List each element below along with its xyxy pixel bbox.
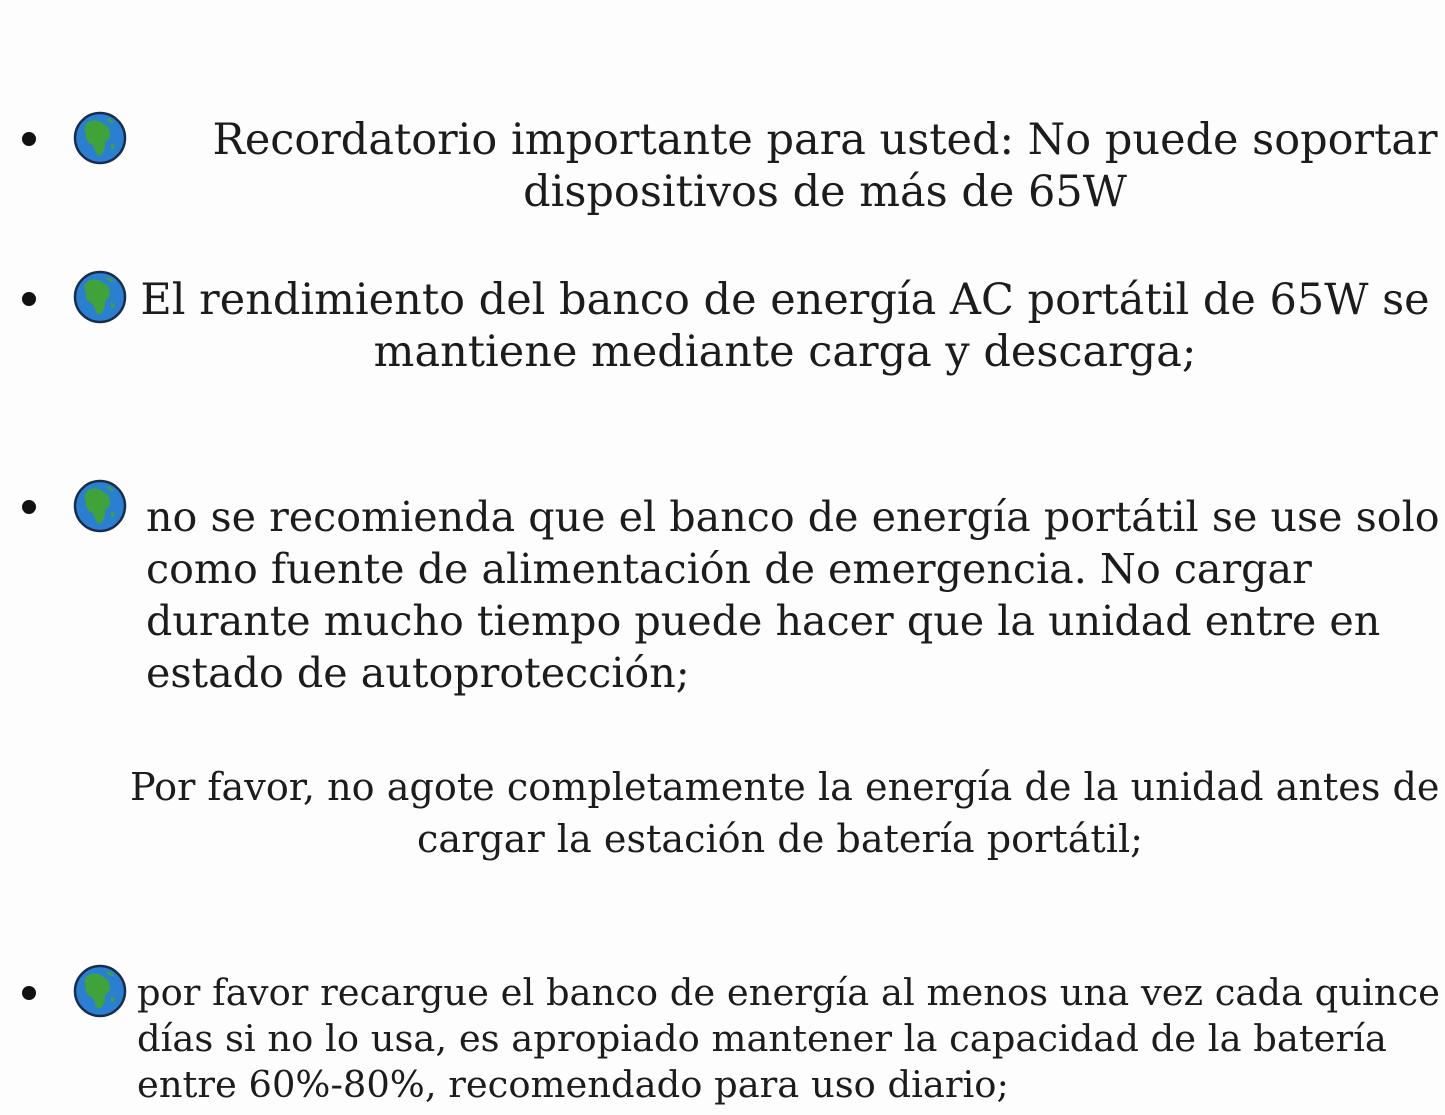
text-line: como fuente de alimentación de emergencia. No cargar bbox=[146, 545, 1312, 593]
globe-africa-icon bbox=[73, 111, 127, 165]
bullet-text-device-limit bbox=[140, 114, 1445, 218]
text-line: entre 60%-80%, recomendado para uso diario; bbox=[137, 1063, 1009, 1106]
bullet-dot bbox=[22, 132, 36, 146]
paragraph-discharge-warning bbox=[130, 761, 1440, 865]
globe-africa-icon bbox=[73, 964, 127, 1018]
bullet-text-recharge bbox=[137, 970, 1440, 1108]
text-line: mantiene mediante carga y descarga; bbox=[373, 327, 1197, 377]
bullet-dot bbox=[22, 500, 36, 514]
text-line: no se recomienda que el banco de energía portátil se use solo bbox=[146, 493, 1440, 541]
text-line: Por favor, no agote completamente la energía de la unidad antes de bbox=[130, 765, 1440, 809]
text-line: cargar la estación de batería portátil; bbox=[416, 817, 1144, 861]
globe-africa-icon bbox=[73, 270, 127, 324]
bullet-text-emergency-use bbox=[146, 491, 1440, 699]
bullet-text-performance bbox=[140, 274, 1430, 378]
text-line: por favor recargue el banco de energía al menos una vez cada quince bbox=[137, 971, 1440, 1014]
bullet-dot bbox=[22, 986, 36, 1000]
text-line: durante mucho tiempo puede hacer que la unidad entre en bbox=[146, 597, 1381, 645]
text-line: días si no lo usa, es apropiado mantener la capacidad de la batería bbox=[137, 1017, 1387, 1060]
text-line: Recordatorio importante para usted: No puede soportar bbox=[212, 115, 1438, 165]
bullet-dot bbox=[22, 292, 36, 306]
text-line: dispositivos de más de 65W bbox=[523, 167, 1127, 217]
text-line: estado de autoprotección; bbox=[146, 649, 690, 697]
text-line: El rendimiento del banco de energía AC portátil de 65W se bbox=[140, 275, 1430, 325]
globe-africa-icon bbox=[73, 479, 127, 533]
